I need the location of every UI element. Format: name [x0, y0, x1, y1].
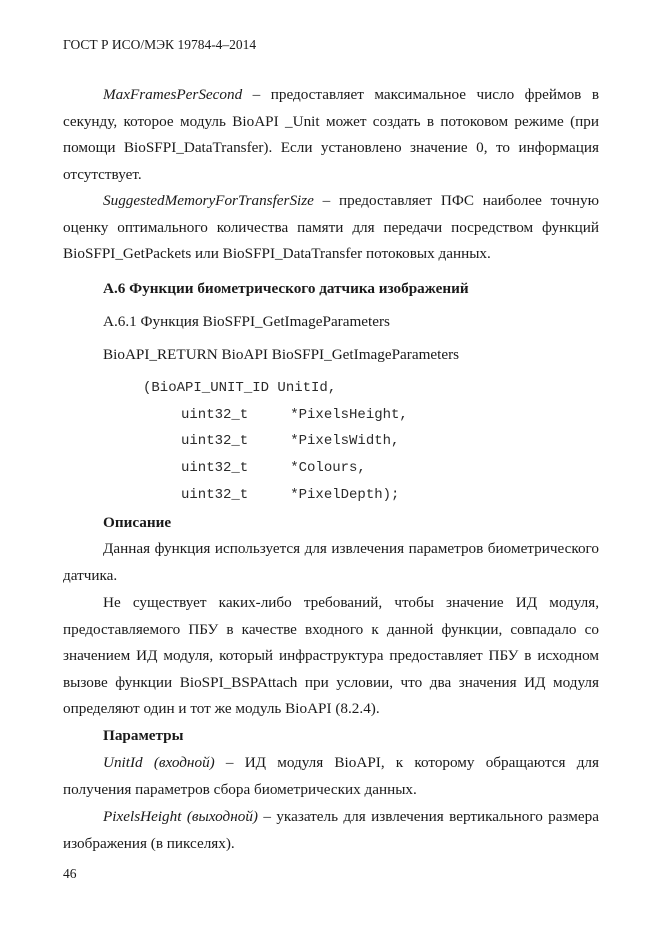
- document-header: ГОСТ Р ИСО/МЭК 19784-4–2014: [63, 37, 257, 52]
- paragraph-max-frames: [63, 82, 599, 188]
- param-pixels-height-text: – указатель для извлечения вертикального размера изображения (в пикселях).: [63, 808, 599, 852]
- code-line-pixel-depth: uint32_t *PixelDepth);: [181, 487, 400, 503]
- param-pixels-height-term: PixelsHeight (выходной): [103, 808, 258, 825]
- param-unitid: [63, 750, 599, 803]
- page-number: 46: [63, 866, 77, 881]
- code-line-pixels-width: uint32_t *PixelsWidth,: [181, 433, 400, 449]
- description-heading: Описание: [103, 514, 172, 531]
- code-line-unitid: (BioAPI_UNIT_ID UnitId,: [143, 380, 337, 396]
- paragraph-suggested-memory: [63, 188, 599, 268]
- description-paragraph-1: Данная функция используется для извлечения параметров биометрического датчика.: [63, 540, 599, 584]
- term-suggested-memory: SuggestedMemoryForTransferSize: [103, 192, 314, 209]
- param-pixels-height: [63, 804, 599, 857]
- parameters-heading: Параметры: [103, 727, 184, 744]
- text-suggested-memory: – предоставляет ПФС наиболее точную оценку оптимального количества памяти для передачи посредством функций BioSFPI_GetPackets или BioSFPI_DataTransfer потоковых данных.: [63, 192, 599, 262]
- description-paragraph-2: Не существует каких-либо требований, чтобы значение ИД модуля, предоставляемого ПБУ в качестве входного к данной функции, совпадало со значением ИД модуля, который инфраструктура предоставляет ПБУ в исходном вызове функции BioSPI_BSPAttach при условии, что два значения ИД модуля определяют один и тот же модуль BioAPI (8.2.4).: [63, 594, 599, 717]
- param-unitid-term: UnitId (входной): [103, 754, 215, 771]
- code-line-pixels-height: uint32_t *PixelsHeight,: [181, 407, 408, 423]
- code-line-colours: uint32_t *Colours,: [181, 460, 366, 476]
- function-signature: BioAPI_RETURN BioAPI BioSFPI_GetImageParameters: [103, 346, 460, 363]
- section-title: А.6 Функции биометрического датчика изображений: [103, 280, 469, 297]
- text-max-frames: – предоставляет максимальное число фреймов в секунду, которое модуль BioAPI _Unit может создать в потоковом режиме (при помощи BioSFPI_DataTransfer). Если установлено значение 0, то информация отсутствует.: [63, 86, 599, 183]
- term-max-frames: MaxFramesPerSecond: [103, 86, 243, 103]
- param-unitid-text: – ИД модуля BioAPI, к которому обращаются для получения параметров сбора биометрических данных.: [63, 754, 599, 798]
- subsection-title: А.6.1 Функция BioSFPI_GetImageParameters: [103, 313, 390, 330]
